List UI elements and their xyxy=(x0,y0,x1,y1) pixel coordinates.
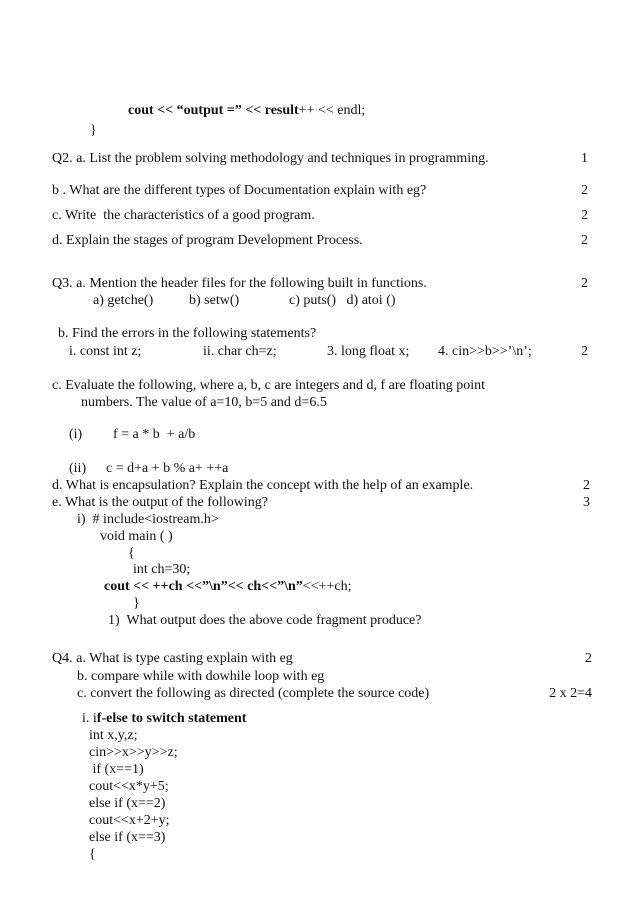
q3-e-code-cout-rest: <<++ch; xyxy=(302,579,352,594)
q3-b-item: 3. long float x; xyxy=(327,344,410,359)
q3-c-ii-expression: c = d+a + b % a+ ++a xyxy=(106,461,229,476)
code-cout-bold: cout << “output =” << result xyxy=(128,103,299,118)
q3-c-ii-label: (ii) xyxy=(69,461,87,476)
q2-b-text: b . What are the different types of Documentation explain with eg? xyxy=(52,183,427,198)
code-cout-line xyxy=(128,102,365,119)
q4-b-text: b. compare while with dowhile loop with eg xyxy=(77,669,325,684)
q2-a-text: Q2. a. List the problem solving methodology and techniques in programming. xyxy=(52,151,489,166)
q3-a-option: b) setw() xyxy=(189,293,240,308)
q3-b-item: 4. cin>>b>>’\n’; xyxy=(438,344,532,359)
q3-c-text: c. Evaluate the following, where a, b, c are integers and d, f are floating point xyxy=(52,378,486,393)
q4-a-marks: 2 xyxy=(585,651,592,666)
q3-b-marks: 2 xyxy=(581,344,588,359)
q3-d-marks: 2 xyxy=(583,478,590,493)
q2-c-marks: 2 xyxy=(581,208,588,223)
q4-c-text: c. convert the following as directed (complete the source code) xyxy=(77,686,430,701)
q3-c-i-label: (i) xyxy=(69,427,83,442)
q3-b-text: b. Find the errors in the following statements? xyxy=(58,326,317,341)
q3-e-text: e. What is the output of the following? xyxy=(52,495,268,510)
q4-i-prefix: i. i xyxy=(82,711,97,726)
q4-i-title: f-else to switch statement xyxy=(96,711,247,726)
q2-a-marks: 1 xyxy=(581,151,588,166)
q4-code-line: cout<<x*y+5; xyxy=(89,779,169,794)
q3-d-text: d. What is encapsulation? Explain the concept with the help of an example. xyxy=(52,478,474,493)
q3-b-item: ii. char ch=z; xyxy=(203,344,277,359)
q4-code-line: cin>>x>>y>>z; xyxy=(89,745,178,760)
q3-b-item: i. const int z; xyxy=(69,344,142,359)
q3-e-code-cout xyxy=(104,578,351,595)
q3-e-code-open-brace: { xyxy=(128,546,135,561)
q3-c-i-expression: f = a * b + a/b xyxy=(113,427,196,442)
code-cout-rest: ++ << endl; xyxy=(298,103,366,118)
q4-code-line: cout<<x+2+y; xyxy=(89,813,170,828)
q4-c-marks: 2 x 2=4 xyxy=(549,686,592,701)
q3-a-marks: 2 xyxy=(581,276,588,291)
q4-code-line: int x,y,z; xyxy=(89,728,138,743)
q3-e-code-decl: int ch=30; xyxy=(133,562,191,577)
q4-i-heading xyxy=(82,710,246,727)
q3-a-option: a) getche() xyxy=(93,293,154,308)
q3-e-marks: 3 xyxy=(583,495,590,510)
q3-e-code-cout-bold: cout << ++ch <<”\n”<< ch<<”\n” xyxy=(104,579,303,594)
q3-e-question: 1) What output does the above code fragment produce? xyxy=(108,613,422,628)
q3-a-text: Q3. a. Mention the header files for the following built in functions. xyxy=(52,276,427,291)
q4-code-line: else if (x==2) xyxy=(89,796,166,811)
q3-c-text-cont: numbers. The value of a=10, b=5 and d=6.5 xyxy=(81,395,327,410)
q4-code-line: { xyxy=(89,847,96,862)
q4-code-line: else if (x==3) xyxy=(89,830,166,845)
q2-d-marks: 2 xyxy=(581,233,588,248)
q3-e-code-main: void main ( ) xyxy=(100,529,173,544)
q2-c-text: c. Write the characteristics of a good program. xyxy=(52,208,315,223)
q4-code-line: if (x==1) xyxy=(89,762,144,777)
code-closing-brace: } xyxy=(90,123,97,138)
q3-a-option: c) puts() d) atoi () xyxy=(289,293,396,308)
q2-b-marks: 2 xyxy=(581,183,588,198)
q4-a-text: Q4. a. What is type casting explain with eg xyxy=(52,651,293,666)
q3-e-code-close-brace: } xyxy=(133,596,140,611)
q3-e-code-include: i) # include<iostream.h> xyxy=(77,512,219,527)
q2-d-text: d. Explain the stages of program Development Process. xyxy=(52,233,363,248)
